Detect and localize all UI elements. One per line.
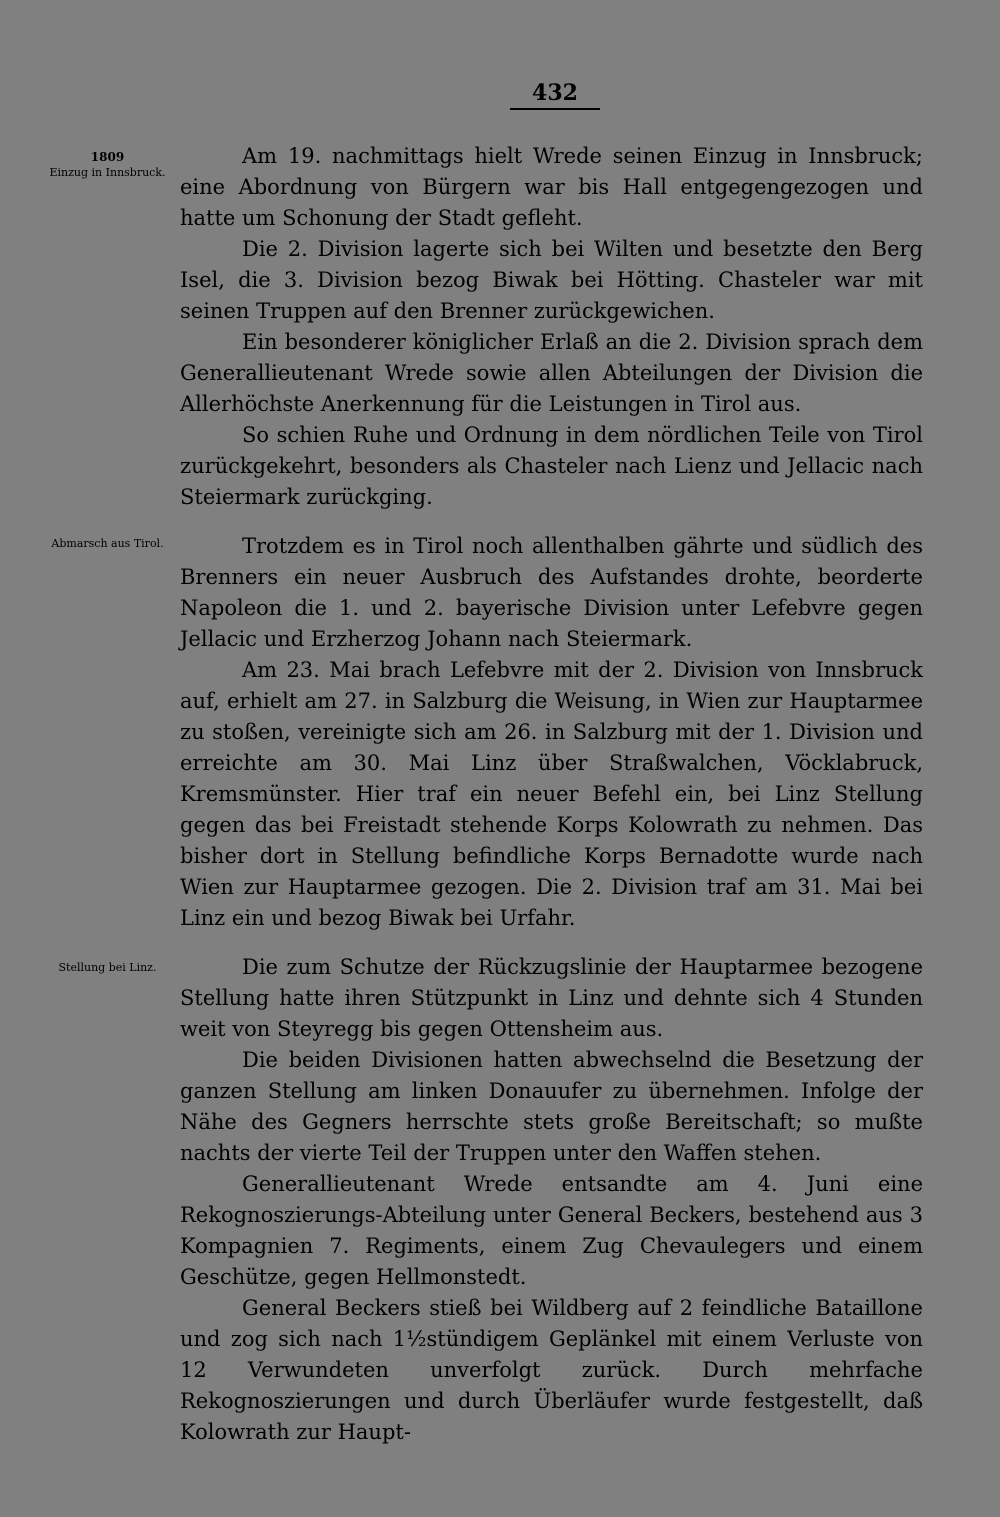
paragraph: Ein besonderer königlicher Erlaß an die 2. Division sprach dem Generallieutenant Wrede sowie allen Abteilungen der Division die Allerhöchste Anerkennung für die Leistungen in Tirol aus. xyxy=(180,330,923,416)
main-text xyxy=(180,141,923,1448)
paragraph: Am 23. Mai brach Lefebvre mit der 2. Division von Innsbruck auf, erhielt am 27. in Salzburg die Weisung, in Wien zur Hauptarmee zu stoßen, vereinigte sich am 26. in Salzburg mit der 1. Division und erreichte am 30. Mai Linz über Straßwalchen, Vöcklabruck, Kremsmünster. Hier traf ein neuer Befehl ein, bei Linz Stellung gegen das bei Freistadt stehende Korps Kolowrath zu nehmen. Das bisher dort in Stellung befindliche Korps Bernadotte wurde nach Wien zur Hauptarmee gezogen. Die 2. Division traf am 31. Mai bei Linz ein und bezog Biwak bei Urfahr. xyxy=(180,658,923,930)
paragraph: So schien Ruhe und Ordnung in dem nördlichen Teile von Tirol zurückgekehrt, besonders als Chasteler nach Lienz und Jellacic nach Steiermark zurückging. xyxy=(180,423,923,509)
paragraph: Die 2. Division lagerte sich bei Wilten und besetzte den Berg Isel, die 3. Division bezog Biwak bei Hötting. Chasteler war mit seinen Truppen auf den Brenner zurückgewichen. xyxy=(180,237,923,323)
paragraph: Am 19. nachmittags hielt Wrede seinen Einzug in Innsbruck; eine Abordnung von Bürgern war bis Hall entgegengezogen und hatte um Schonung der Stadt gefleht. xyxy=(180,144,923,230)
paragraph: Trotzdem es in Tirol noch allenthalben gährte und südlich des Brenners ein neuer Ausbruch des Aufstandes drohte, beorderte Napoleon die 1. und 2. bayerische Division unter Lefebvre gegen Jellacic und Erzherzog Johann nach Steiermark. xyxy=(180,534,923,651)
paragraph: Die zum Schutze der Rückzugslinie der Hauptarmee bezogene Stellung hatte ihren Stützpunkt in Linz und dehnte sich 4 Stunden weit von Steyregg bis gegen Ottensheim aus. xyxy=(180,955,923,1041)
margin-note-einzug xyxy=(40,150,175,180)
margin-note-text: Abmarsch aus Tirol. xyxy=(51,537,164,550)
margin-note-text: Einzug in Innsbruck. xyxy=(49,166,166,179)
margin-note-text: Stellung bei Linz. xyxy=(58,961,157,974)
section-gap xyxy=(180,934,923,952)
section-gap xyxy=(180,513,923,531)
paragraph: General Beckers stieß bei Wildberg auf 2 feindliche Bataillone und zog sich nach 1½stündigem Geplänkel mit einem Verluste von 12 Verwundeten unverfolgt zurück. Durch mehrfache Rekognoszierungen und durch Überläufer wurde festgestellt, daß Kolowrath zur Haupt- xyxy=(180,1296,923,1444)
margin-note-abmarsch xyxy=(40,536,175,551)
margin-note-stellung xyxy=(40,960,175,975)
paragraph: Generallieutenant Wrede entsandte am 4. Juni eine Rekognoszierungs-Abteilung unter General Beckers, bestehend aus 3 Kompagnien 7. Regiments, einem Zug Chevaulegers und einem Geschütze, gegen Hellmonstedt. xyxy=(180,1172,923,1289)
page-number: 432 xyxy=(510,80,600,110)
paragraph: Die beiden Divisionen hatten abwechselnd die Besetzung der ganzen Stellung am linken Donauufer zu übernehmen. Infolge der Nähe des Gegners herrschte stets große Bereitschaft; so mußte nachts der vierte Teil der Truppen unter den Waffen stehen. xyxy=(180,1048,923,1165)
margin-note-year: 1809 xyxy=(90,150,125,164)
